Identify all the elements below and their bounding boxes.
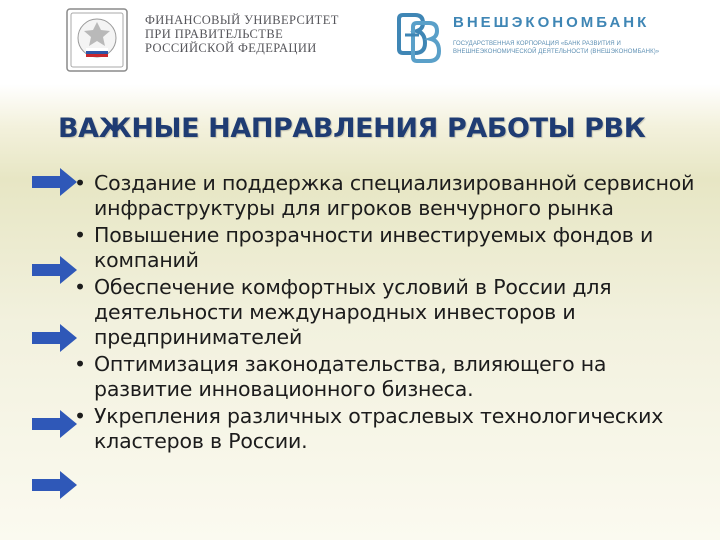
bank-subtitle: [453, 40, 659, 56]
list-item: [66, 404, 706, 454]
bank-subtitle-line: ГОСУДАРСТВЕННАЯ КОРПОРАЦИЯ «БАНК РАЗВИТИЯ И: [453, 41, 621, 47]
slide-title: ВАЖНЫЕ НАПРАВЛЕНИЯ РАБОТЫ РВК: [58, 113, 646, 144]
bullet-icon: •: [74, 275, 86, 299]
veb-monogram-icon: [393, 13, 445, 69]
bullet-icon: •: [74, 171, 86, 195]
list-item-text: Оптимизация законодательства, влияющего на развитие инновационного бизнеса.: [94, 352, 607, 401]
list-item: [66, 223, 706, 273]
header: [0, 0, 720, 84]
university-crest-icon: [66, 8, 128, 72]
bullet-icon: •: [74, 352, 86, 376]
bullet-icon: •: [74, 223, 86, 247]
list-item-text: Повышение прозрачности инвестируемых фондов и компаний: [94, 223, 654, 272]
list-item-text: Укрепления различных отраслевых технологических кластеров в России.: [94, 404, 664, 453]
bank-name: ВНЕШЭКОНОМБАНК: [453, 14, 650, 31]
bank-subtitle-line: ВНЕШНЕЭКОНОМИЧЕСКОЙ ДЕЯТЕЛЬНОСТИ (ВНЕШЭКОНОМБАНК)»: [453, 49, 660, 55]
bullet-list: [66, 171, 706, 456]
university-name-line: ПРИ ПРАВИТЕЛЬСТВЕ: [145, 27, 284, 41]
list-item: [66, 275, 706, 350]
university-name-line: РОССИЙСКОЙ ФЕДЕРАЦИИ: [145, 41, 317, 55]
list-item: [66, 171, 706, 221]
list-item: [66, 352, 706, 402]
university-name: [145, 13, 339, 55]
bullet-icon: •: [74, 404, 86, 428]
list-item-text: Обеспечение комфортных условий в России для деятельности международных инвесторов и предпринимателей: [94, 275, 612, 349]
list-item-text: Создание и поддержка специализированной сервисной инфраструктуры для игроков венчурного рынка: [94, 171, 695, 220]
university-name-line: ФИНАНСОВЫЙ УНИВЕРСИТЕТ: [145, 13, 339, 27]
arrow-right-icon: [32, 470, 78, 500]
